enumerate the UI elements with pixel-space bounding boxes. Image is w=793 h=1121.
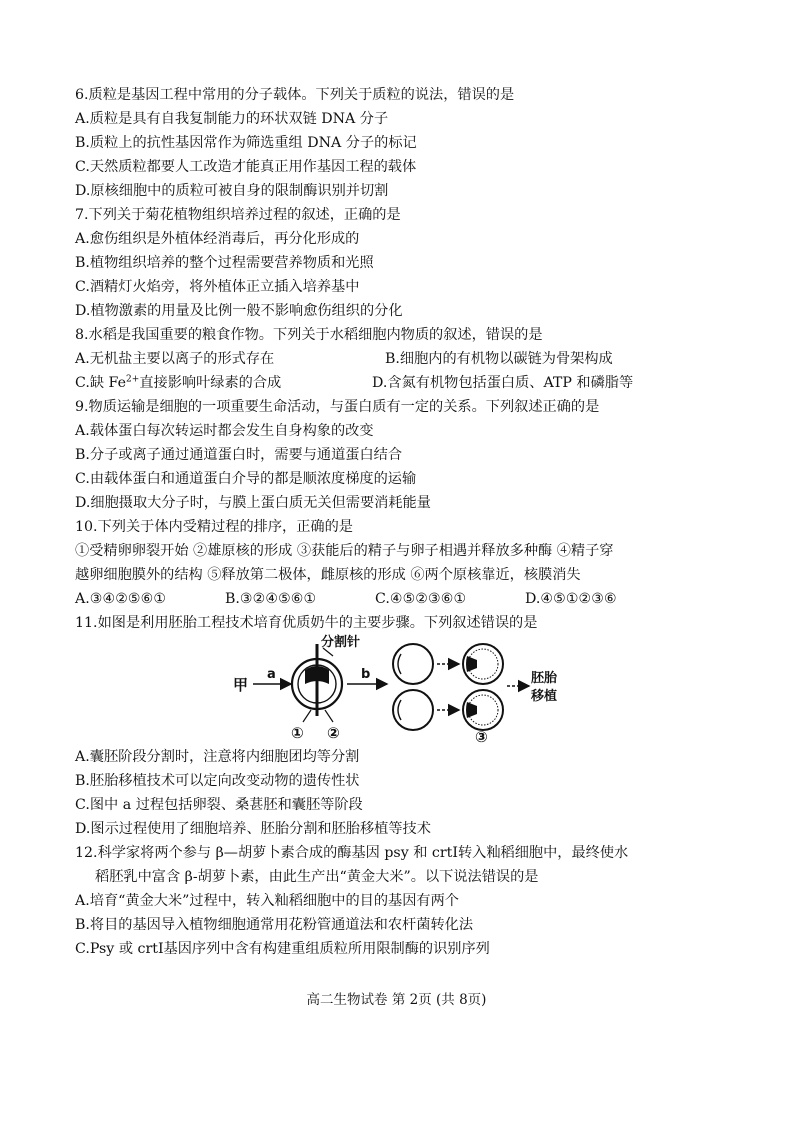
q8-stem: 8.水稻是我国重要的粮食作物。下列关于水稻细胞内物质的叙述，错误的是 [75,327,543,343]
q11-option-d: D.图示过程使用了细胞培养、胚胎分割和胚胎移植等技术 [75,821,431,837]
q12-stem-line2: 稻胚乳中富含 β-胡萝卜素，由此生产出“黄金大米”。以下说法错误的是 [95,869,539,885]
q11-option-b: B.胚胎移植技术可以定向改变动物的遗传性状 [75,773,360,789]
q12-option-b: B.将目的基因导入植物细胞通常用花粉管通道法和农杆菌转化法 [75,917,474,933]
figure-label-needle: 分割针 [321,635,361,650]
q12-stem-line1: 12.科学家将两个参与 β—胡萝卜素合成的酶基因 psy 和 crtⅠ转入籼稻细胞中，最终使水 [75,845,629,861]
q9-option-a: A.载体蛋白每次转运时都会发生自身构象的改变 [75,423,374,439]
q7-stem: 7.下列关于菊花植物组织培养过程的叙述，正确的是 [75,207,401,223]
q7-option-c: C.酒精灯火焰旁，将外植体正立插入培养基中 [75,279,360,295]
q10-option-a: A.③④②⑤⑥① [75,591,167,607]
q6-option-d: D.原核细胞中的质粒可被自身的限制酶识别并切割 [75,183,389,199]
q10-option-d: D.④⑤①②③⑥ [525,591,617,607]
q11-option-a: A.囊胚阶段分割时，注意将内细胞团均等分割 [75,749,360,765]
figure-label-end-1: 胚胎 [531,671,558,686]
q7-option-a: A.愈伤组织是外植体经消毒后，再分化形成的 [75,231,360,247]
figure-label-a: a [267,667,276,682]
q11-option-c: C.图中 a 过程包括卵裂、桑葚胚和囊胚等阶段 [75,797,363,813]
q7-option-b: B.植物组织培养的整个过程需要营养物质和光照 [75,255,374,271]
q9-stem: 9.物质运输是细胞的一项重要生命活动，与蛋白质有一定的关系。下列叙述正确的是 [75,399,600,415]
q10-steps-line1: ①受精卵卵裂开始 ②雄原核的形成 ③获能后的精子与卵子相遇并释放多种酶 ④精子穿 [75,543,614,559]
regrown-blastocyst-top-icon [463,644,503,684]
blastocyst-icon [292,644,342,716]
figure-label-end-2: 移植 [531,689,558,704]
embryo-splitting-figure [225,632,565,744]
figure-label-start: 甲 [233,676,249,694]
q11-stem: 11.如图是利用胚胎工程技术培育优质奶牛的主要步骤。下列叙述错误的是 [75,615,538,631]
q6-option-c: C.天然质粒都要人工改造才能真正用作基因工程的载体 [75,159,417,175]
q10-option-b: B.③②④⑤⑥① [225,591,317,607]
q9-option-c: C.由载体蛋白和通道蛋白介导的都是顺浓度梯度的运输 [75,471,417,487]
figure-marker-2: ② [327,724,340,742]
q6-option-a: A.质粒是具有自我复制能力的环状双链 DNA 分子 [75,111,389,127]
q9-option-d: D.细胞摄取大分子时，与膜上蛋白质无关但需要消耗能量 [75,495,431,511]
q10-option-c: C.④⑤②③⑥① [375,591,467,607]
q8-option-c: C.缺 $Fe^{2+}$直接影响叶绿素的合成 [75,374,282,391]
q12-option-a: A.培育“黄金大米”过程中，转入籼稻细胞中的目的基因有两个 [75,893,459,909]
half-embryo-bottom-icon [393,690,433,730]
page-footer: 高二生物试卷 第 2页 (共 8页) [306,992,487,1008]
q12-option-c: C.Psy 或 crtⅠ基因序列中含有构建重组质粒所用限制酶的识别序列 [75,941,490,957]
q10-steps-line2: 越卵细胞膜外的结构 ⑤释放第二极体，雌原核的形成 ⑥两个原核靠近，核膜消失 [75,567,581,583]
q8-option-b: B.细胞内的有机物以碳链为骨架构成 [385,351,613,367]
q10-stem: 10.下列关于体内受精过程的排序，正确的是 [75,519,353,535]
figure-marker-3: ③ [475,728,488,744]
figure-label-b: b [361,667,371,682]
figure-marker-1: ① [291,724,304,742]
q7-option-d: D.植物激素的用量及比例一般不影响愈伤组织的分化 [75,303,403,319]
q8-option-a: A.无机盐主要以离子的形式存在 [75,351,275,367]
regrown-blastocyst-bottom-icon [463,690,503,730]
q6-option-b: B.质粒上的抗性基因常作为筛选重组 DNA 分子的标记 [75,135,417,151]
q6-stem: 6.质粒是基因工程中常用的分子载体。下列关于质粒的说法，错误的是 [75,87,515,103]
q9-option-b: B.分子或离子通过通道蛋白时，需要与通道蛋白结合 [75,447,403,463]
q8-option-d: D.含氮有机物包括蛋白质、ATP 和磷脂等 [372,375,634,391]
half-embryo-top-icon [393,644,433,684]
